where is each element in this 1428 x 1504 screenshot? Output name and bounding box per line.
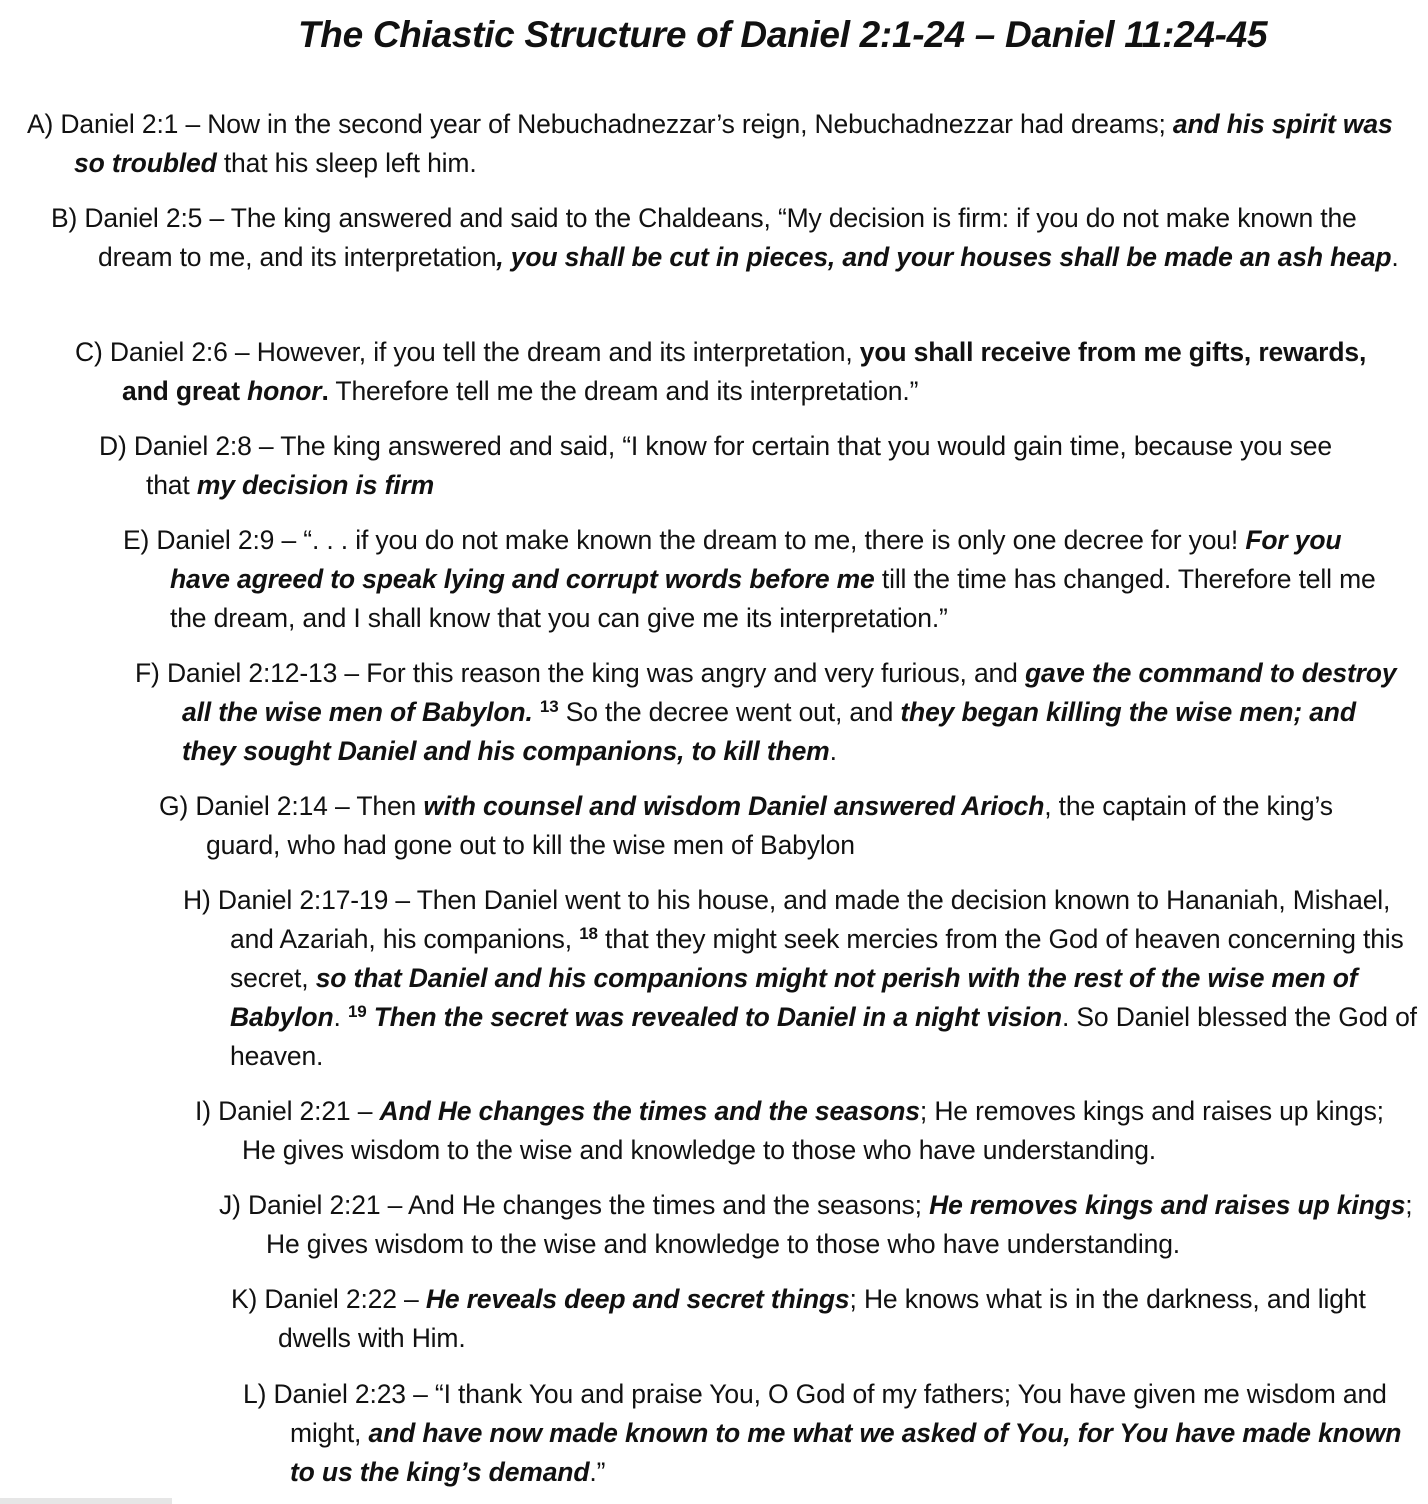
- chiasm-entry-b: B) Daniel 2:5 – The king answered and said to the Chaldeans, “My decision is firm: if you do not make known the dream to me, and its interpretation, you shall be cut in pieces, and your houses shall be made an ash heap.: [51, 203, 1399, 272]
- chiasm-entry-j: J) Daniel 2:21 – And He changes the times and the seasons; He removes kings and raises up kings; He gives wisdom to the wise and knowledge to those who have understanding.: [219, 1190, 1413, 1259]
- chiasm-entry-h: H) Daniel 2:17-19 – Then Daniel went to his house, and made the decision known to Hananiah, Mishael, and Azariah, his companions, $^{18}$ that they might seek mercies from the God of heaven concerning this secret, so that Daniel and his companions might not perish with the rest of the wise men of Babylon. $^{19}$ Then the secret was revealed to Daniel in a night vision. So Daniel blessed the God of heaven.: [183, 885, 1417, 1071]
- entry-ref: Daniel 2:9: [156, 525, 275, 555]
- chiasm-entry-i: I) Daniel 2:21 – And He changes the times and the seasons; He removes kings and raises up kings; He gives wisdom to the wise and knowledge to those who have understanding.: [195, 1096, 1384, 1165]
- entry-emphasis: He reveals deep and secret things: [425, 1284, 850, 1314]
- entry-ref: Daniel 2:22: [264, 1284, 397, 1314]
- entry-text: Then: [356, 791, 424, 821]
- entry-text: that his sleep left him.: [216, 148, 477, 178]
- entry-emphasis: you shall receive from me gifts, rewards, and great: [122, 337, 1367, 406]
- entry-letter: L): [243, 1379, 267, 1409]
- entry-text: And He changes the times and the seasons;: [407, 1190, 930, 1220]
- entry-text: ; He removes kings and raises up kings; He gives wisdom to the wise and knowledge to those who have understanding.: [242, 1096, 1384, 1165]
- entry-letter: K): [231, 1284, 258, 1314]
- entry-ref: Daniel 2:12-13: [166, 658, 338, 688]
- entry-letter: C): [75, 337, 103, 367]
- chiasm-entry-g: G) Daniel 2:14 – Then with counsel and wisdom Daniel answered Arioch, the captain of the king’s guard, who had gone out to kill the wise men of Babylon: [159, 791, 1333, 860]
- entry-text: [533, 697, 540, 727]
- entry-text: Therefore tell me the dream and its interpretation.”: [328, 376, 919, 406]
- entry-text: “. . . if you do not make known the dream to me, there is only one decree for you!: [303, 525, 1246, 555]
- entry-emphasis: He removes kings and raises up kings: [929, 1190, 1406, 1220]
- entry-letter: F): [135, 658, 160, 688]
- verse-number: 13: [539, 697, 559, 716]
- entry-letter: D): [99, 431, 127, 461]
- entry-text: ; He gives wisdom to the wise and knowledge to those who have understanding.: [266, 1190, 1413, 1259]
- entry-ref: Daniel 2:6: [109, 337, 228, 367]
- entry-text: “I thank You and praise You, O God of my fathers; You have given me wisdom and might,: [290, 1379, 1387, 1448]
- entry-text: For this reason the king was angry and very furious, and: [366, 658, 1025, 688]
- entry-ref: Daniel 2:21: [218, 1096, 351, 1126]
- entry-text: .”: [589, 1457, 606, 1487]
- entry-emphasis: And He changes the times and the seasons: [379, 1096, 920, 1126]
- entry-text: till the time has changed. Therefore tell me the dream, and I shall know that you can give me its interpretation.”: [170, 564, 1376, 633]
- entry-ref: Daniel 2:23: [273, 1379, 406, 1409]
- page-edge-mark: [0, 1498, 172, 1504]
- entry-text: . So Daniel blessed the God of heaven.: [230, 1002, 1417, 1071]
- entry-ref: Daniel 2:14: [195, 791, 328, 821]
- chiasm-entry-k: K) Daniel 2:22 – He reveals deep and secret things; He knows what is in the darkness, and light dwells with Him.: [231, 1284, 1366, 1353]
- entry-text: .: [333, 1002, 348, 1032]
- entry-ref: Daniel 2:17-19: [217, 885, 389, 915]
- entry-text: Now in the second year of Nebuchadnezzar’s reign, Nebuchadnezzar had dreams;: [207, 109, 1173, 139]
- entry-emphasis: and have now made known to me what we asked of You, for You have made known to us the king’s demand: [290, 1418, 1402, 1487]
- entry-ref: Daniel 2:8: [133, 431, 252, 461]
- chiasm-entry-a: A) Daniel 2:1 – Now in the second year of Nebuchadnezzar’s reign, Nebuchadnezzar had dreams; and his spirit was so troubled that his sleep left him.: [27, 109, 1393, 178]
- page-title: The Chiastic Structure of Daniel 2:1-24 – Daniel 11:24-45: [298, 14, 1268, 55]
- chiasm-entry-d: D) Daniel 2:8 – The king answered and said, “I know for certain that you would gain time, because you see that my decision is firm: [99, 431, 1332, 500]
- entry-text: ; He knows what is in the darkness, and light dwells with Him.: [278, 1284, 1366, 1353]
- entry-text: , the captain of the king’s guard, who had gone out to kill the wise men of Babylon: [206, 791, 1333, 860]
- chiasm-entry-f: F) Daniel 2:12-13 – For this reason the king was angry and very furious, and gave the command to destroy all the wise men of Babylon. $^{13}$ So the decree went out, and they began killing the wise men; and they sought Daniel and his companions, to kill them.: [135, 658, 1397, 766]
- entry-emphasis: , you shall be cut in pieces, and your houses shall be made an ash heap: [496, 242, 1392, 272]
- entry-emphasis: and his spirit was so troubled: [74, 109, 1393, 178]
- entry-letter: J): [219, 1190, 241, 1220]
- entry-emphasis: For you have agreed to speak lying and corrupt words before me: [170, 525, 1342, 594]
- entry-text: So the decree went out, and: [558, 697, 901, 727]
- entry-text: [367, 1002, 374, 1032]
- entry-letter: H): [183, 885, 211, 915]
- verse-number: 18: [579, 924, 598, 943]
- chiasm-entry-c: C) Daniel 2:6 – However, if you tell the dream and its interpretation, you shall receive from me gifts, rewards, and great honor. Therefore tell me the dream and its interpretation.”: [75, 337, 1367, 406]
- entry-emphasis: with counsel and wisdom Daniel answered Arioch: [423, 791, 1045, 821]
- entry-ref: Daniel 2:5: [84, 203, 203, 233]
- entry-letter: B): [51, 203, 78, 233]
- entry-letter: E): [123, 525, 150, 555]
- entry-emphasis: so that Daniel and his companions might not perish with the rest of the wise men of Babylon: [230, 963, 1358, 1032]
- entry-emphasis: gave the command to destroy all the wise men of Babylon.: [182, 658, 1397, 727]
- entry-text: The king answered and said, “I know for certain that you would gain time, because you see that: [146, 431, 1332, 500]
- entry-emphasis: my decision is firm: [196, 470, 435, 500]
- entry-emphasis: Then the secret was revealed to Daniel in a night vision: [373, 1002, 1062, 1032]
- entry-text: However, if you tell the dream and its interpretation,: [256, 337, 860, 367]
- entry-ref: Daniel 2:1: [60, 109, 179, 139]
- chiasm-entry-e: E) Daniel 2:9 – “. . . if you do not make known the dream to me, there is only one decree for you! For you have agreed to speak lying and corrupt words before me till the time has changed. Therefore tell me the dream, and I shall know that you can give me its interpretation.”: [123, 525, 1376, 633]
- entry-ref: Daniel 2:21: [248, 1190, 381, 1220]
- entry-text: The king answered and said to the Chaldeans, “My decision is firm: if you do not make known the dream to me, and its interpretation: [98, 203, 1357, 272]
- entry-text: .: [829, 736, 837, 766]
- entry-letter: I): [195, 1096, 211, 1126]
- entry-text: that they might seek mercies from the God of heaven concerning this secret,: [230, 924, 1404, 993]
- entry-letter: G): [159, 791, 189, 821]
- verse-number: 19: [347, 1002, 367, 1021]
- entry-emphasis: .: [321, 376, 329, 406]
- entry-text: .: [1391, 242, 1399, 272]
- entry-emphasis: they began killing the wise men; and they sought Daniel and his companions, to kill them: [182, 697, 1356, 766]
- entry-letter: A): [27, 109, 54, 139]
- entry-emphasis: honor: [247, 376, 322, 406]
- chiasm-entry-l: L) Daniel 2:23 – “I thank You and praise You, O God of my fathers; You have given me wisdom and might, and have now made known to me what we asked of You, for You have made known to us the king’s demand.”: [243, 1379, 1402, 1487]
- entry-text: Then Daniel went to his house, and made the decision known to Hananiah, Mishael, and Azariah, his companions,: [230, 885, 1391, 954]
